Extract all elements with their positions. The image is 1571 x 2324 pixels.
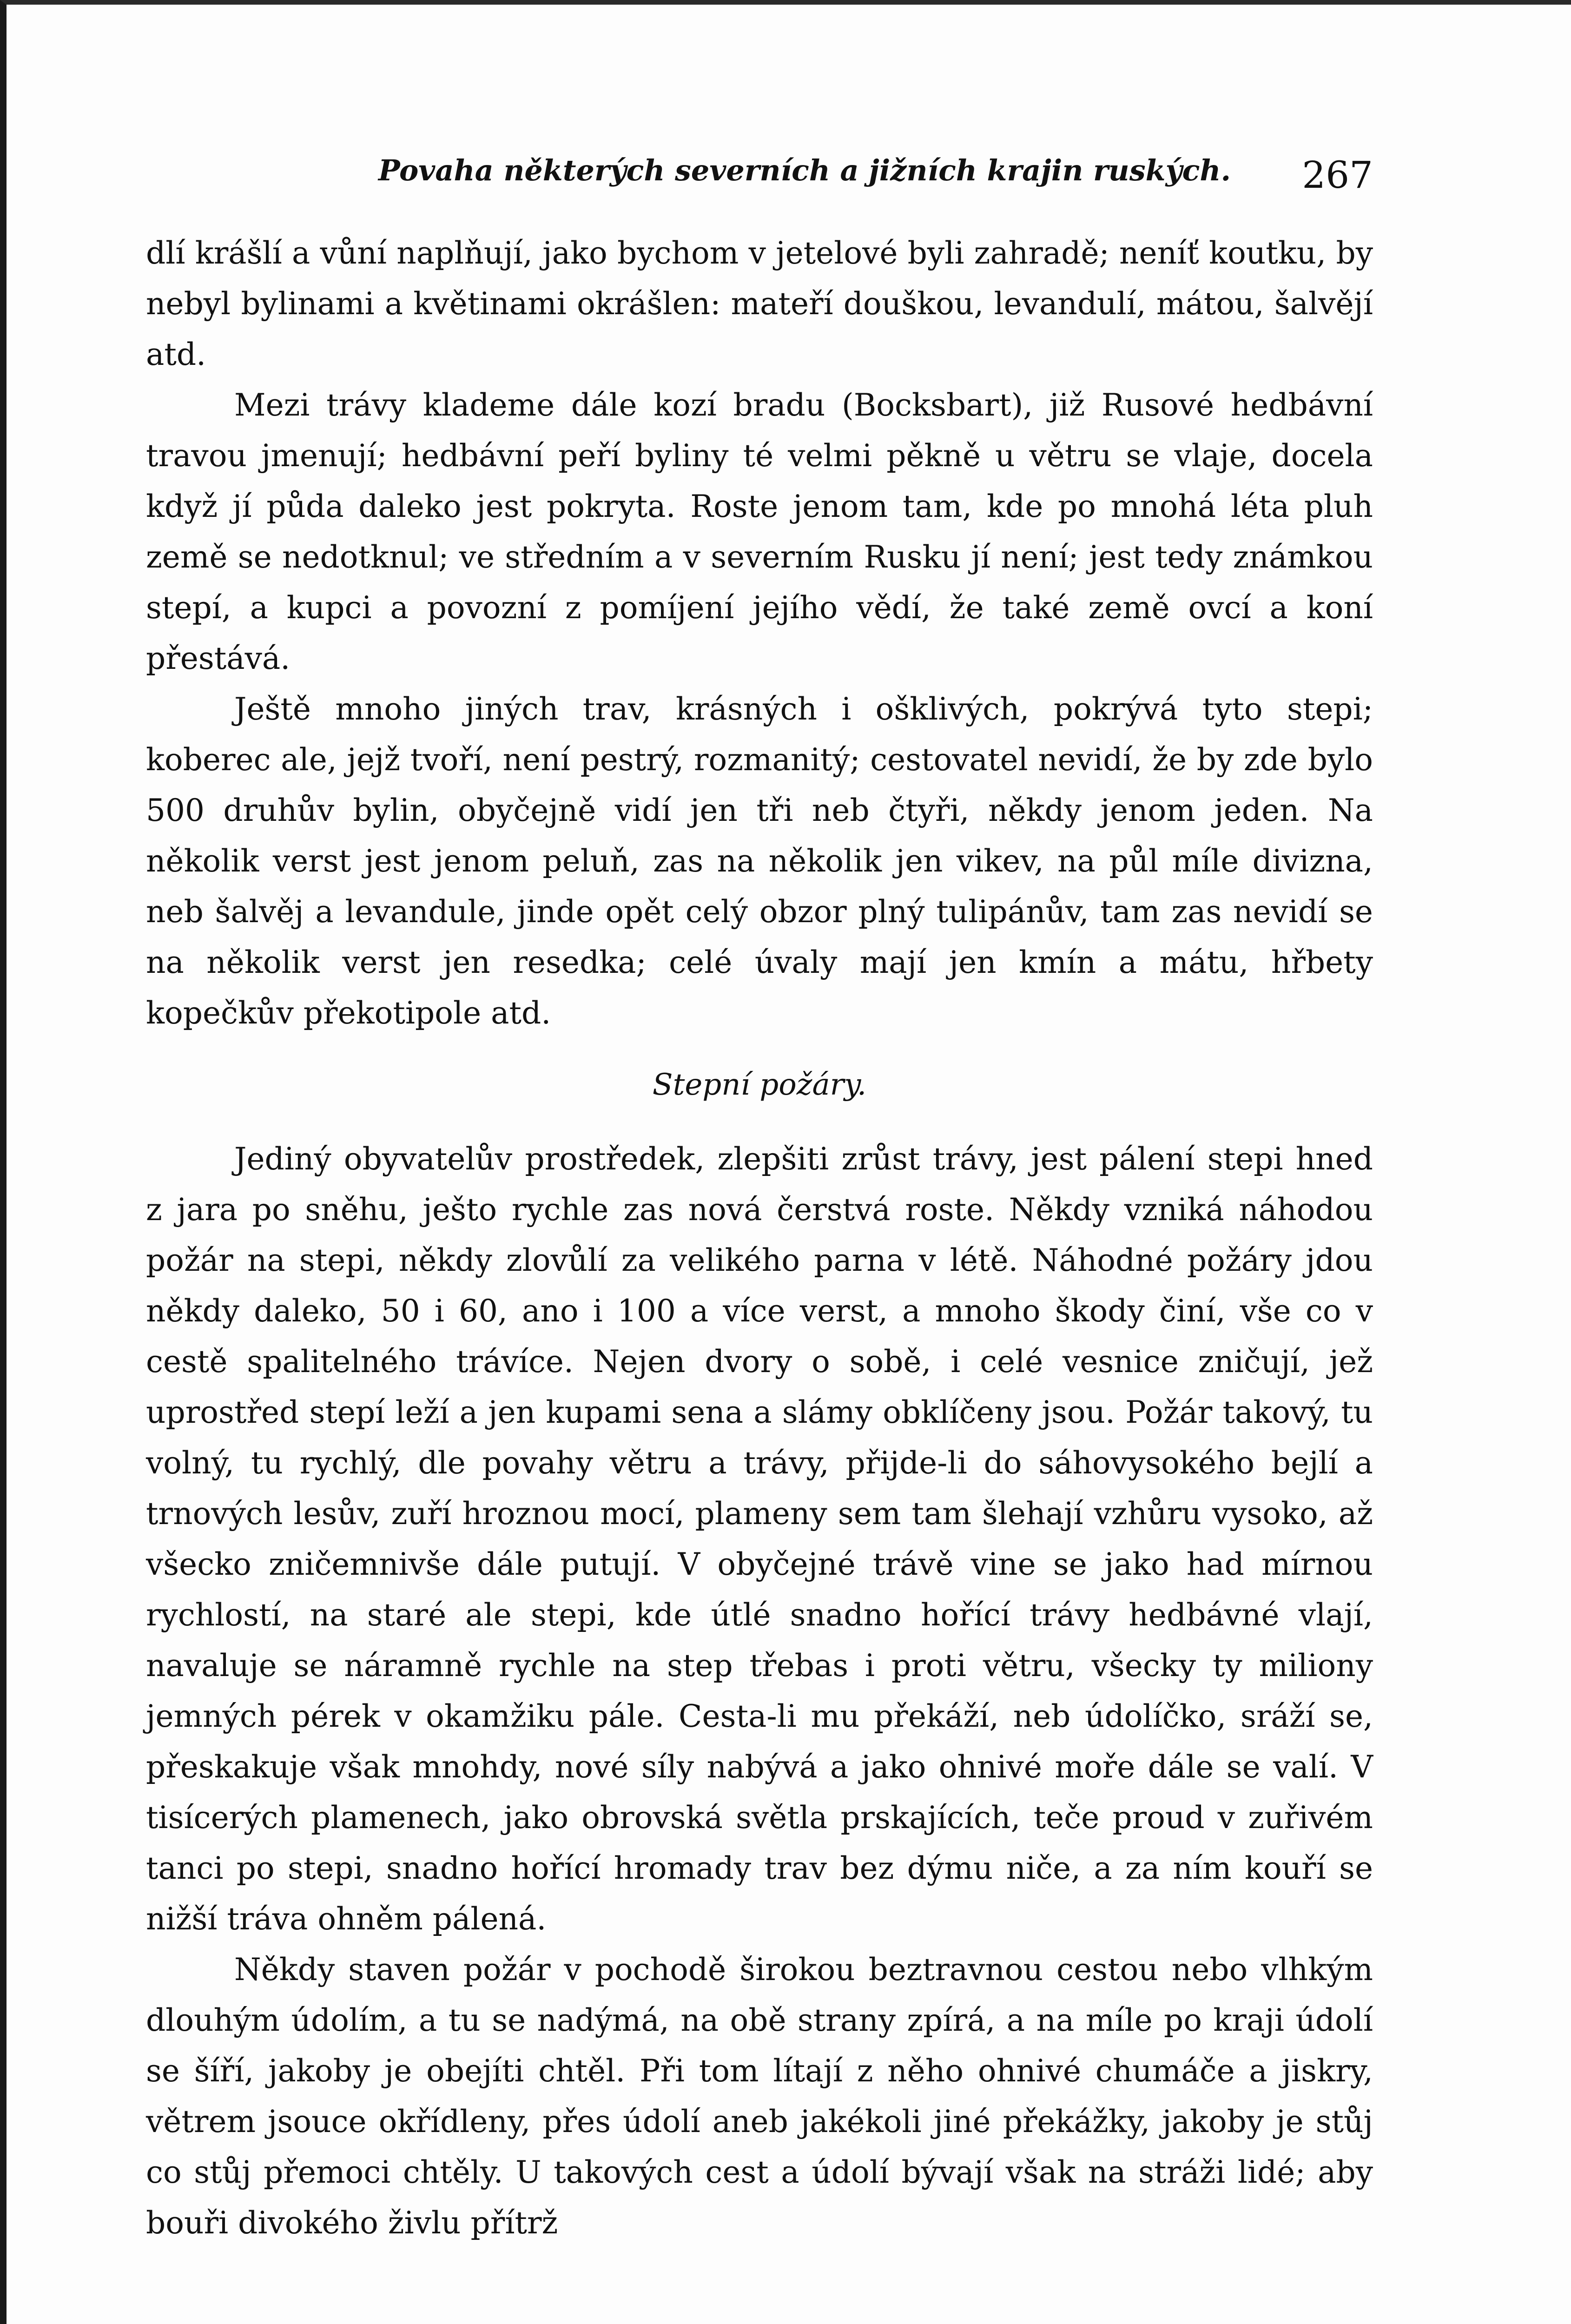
body-text xyxy=(146,228,1373,2248)
paragraph-2: Mezi trávy klademe dále kozí bradu (Bocksbart), již Rusové hedbávní travou jmenují; hedbávní peří byliny té velmi pěkně u větru se vlaje, docela když jí půda daleko jest pokryta. Roste jenom tam, kde po mnohá léta pluh země se nedotknul; ve středním a v severním Rusku jí není; jest tedy známkou stepí, a kupci a povozní z pomíjení jejího vědí, že také země ovcí a koní přestává. xyxy=(146,387,1373,676)
paragraph-3: Ještě mnoho jiných trav, krásných i ošklivých, pokrývá tyto stepi; koberec ale, jejž tvoří, není pestrý, rozmanitý; cestovatel nevidí, že by zde bylo 500 druhův bylin, obyčejně vidí jen tři neb čtyři, někdy jenom jeden. Na několik verst jest jenom peluň, zas na několik jen vikev, na půl míle divizna, neb šalvěj a levandule, jinde opět celý obzor plný tulipánův, tam zas nevidí se na několik verst jen resedka; celé úvaly mají jen kmín a mátu, hřbety kopečkův překotipole atd. xyxy=(146,691,1373,1031)
paragraph-5: Někdy staven požár v pochodě širokou beztravnou cestou nebo vlhkým dlouhým údolím, a tu se nadýmá, na obě strany zpírá, a na míle po kraji údolí se šíří, jakoby je obejíti chtěl. Při tom lítají z něho ohnivé chumáče a jiskry, větrem jsouce okřídleny, přes údolí aneb jakékoli jiné překážky, jakoby je stůj co stůj přemoci chtěly. U takových cest a údolí bývají však na stráži lidé; aby bouři divokého živlu přítrž xyxy=(146,1952,1373,2241)
page-header xyxy=(146,144,1373,209)
page-number: 267 xyxy=(1302,153,1373,197)
paragraph-4: Jediný obyvatelův prostředek, zlepšiti zrůst trávy, jest pálení stepi hned z jara po sněhu, ješto rychle zas nová čerstvá roste. Někdy vzniká náhodou požár na stepi, někdy zlovůlí za velikého parna v létě. Náhodné požáry jdou někdy daleko, 50 i 60, ano i 100 a více verst, a mnoho škody činí, vše co v cestě spalitelného trávíce. Nejen dvory o sobě, i celé vesnice zničují, jež uprostřed stepí leží a jen kupami sena a slámy obklíčeny jsou. Požár takový, tu volný, tu rychlý, dle povahy větru a trávy, přijde-li do sáhovysokého bejlí a trnových lesův, zuří hroznou mocí, plameny sem tam šlehají vzhůru vysoko, až všecko zničemnivše dále putují. V obyčejné trávě vine se jako had mírnou rychlostí, na staré ale stepi, kde útlé snadno hořící trávy hedbávné vlají, navaluje se náramně rychle na step třebas i proti větru, všecky ty miliony jemných pérek v okamžiku pále. Cesta-li mu překáží, neb údolíčko, sráží se, přeskakuje však mnohdy, nové síly nabývá a jako ohnivé moře dále se valí. V tisícerých plamenech, jako obrovská světla prskajících, teče proud v zuřivém tanci po stepi, snadno hořící hromady trav bez dýmu niče, a za ním kouří se nižší tráva ohněm pálená. xyxy=(146,1141,1373,1937)
section-heading: Stepní požáry. xyxy=(652,1068,867,1102)
paragraph-1: dlí krášlí a vůní naplňují, jako bychom v jetelové byli zahradě; neníť koutku, by nebyl bylinami a květinami okrášlen: mateří douškou, levandulí, mátou, šalvějí atd. xyxy=(146,235,1373,372)
running-title: Povaha některých severních a jižních krajin ruských. xyxy=(378,153,1231,187)
